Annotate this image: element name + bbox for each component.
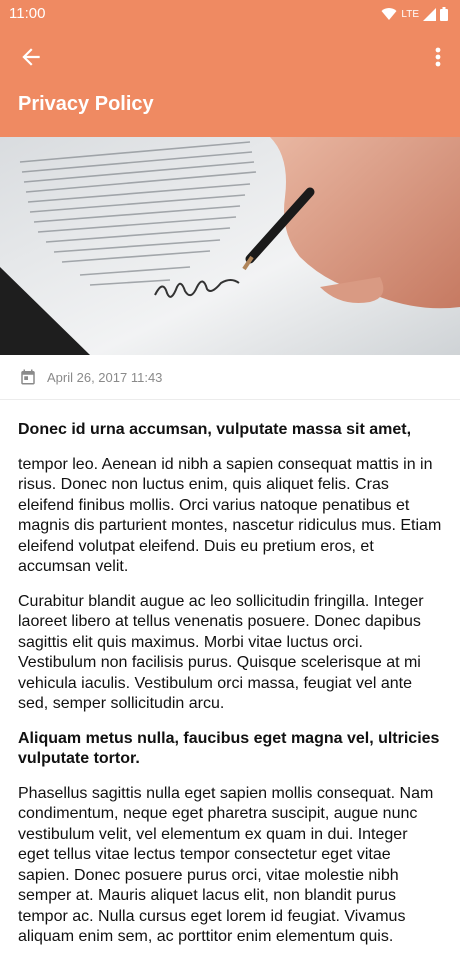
paragraph: tempor leo. Aenean id nibh a sapien consequat mattis in in risus. Donec non luctus enim, quis aliquet felis. Cras eleifend finibus mollis. Orci varius natoque penatibus et magnis dis parturient montes, nascetur ridiculus mus. Etiam eleifend volutpat eleifend. Duis eu pretium eros, et accumsan velit. <box>18 455 442 575</box>
app-bar <box>0 0 460 137</box>
signing-document-illustration <box>0 137 460 355</box>
paragraph: Phasellus sagittis nulla eget sapien mollis consequat. Nam condimentum, neque eget pharetra suscipit, augue nunc vestibulum velit, vel elementum ex quam in dui. Integer eget tellus vitae lectus tempor consectetur eget vitae sapien. Donec posuere purus orci, vitae molestie nibh semper at. Mauris aliquet lacus elit, non blandit purus tempor ac. Nulla cursus eget lorem id feugiat. Vivamus aliquam enim sem, ac porttitor enim elementum quis. <box>18 784 434 945</box>
status-icons <box>381 6 448 22</box>
page-title: Privacy Policy <box>18 93 154 115</box>
post-meta <box>0 355 460 400</box>
calendar-icon <box>19 368 37 386</box>
section-heading: Donec id urna accumsan, vulputate massa sit amet, <box>18 421 412 438</box>
more-vert-icon[interactable] <box>430 44 446 70</box>
signal-icon <box>423 8 436 21</box>
paragraph: Curabitur blandit augue ac leo sollicitudin fringilla. Integer laoreet libero at tellus venenatis posuere. Donec dapibus sagittis elit quis maximus. Morbi vitae luctus orci. Vestibulum non facilisis purus. Quisque scelerisque at mi vehicula iaculis. Vestibulum orci massa, feugiat vel ante sed, semper sollicitudin arcu. <box>18 592 424 712</box>
status-bar <box>0 0 460 28</box>
status-time: 11:00 <box>9 5 46 22</box>
arrow-left-icon[interactable] <box>18 44 44 70</box>
article-body <box>18 420 443 962</box>
battery-icon <box>440 7 448 21</box>
header-image <box>0 137 460 355</box>
section-heading: Aliquam metus nulla, faucibus eget magna vel, ultricies vulputate tortor. <box>18 729 440 767</box>
network-type: LTE <box>401 8 419 20</box>
wifi-icon <box>381 7 397 21</box>
post-date: April 26, 2017 11:43 <box>47 370 163 385</box>
